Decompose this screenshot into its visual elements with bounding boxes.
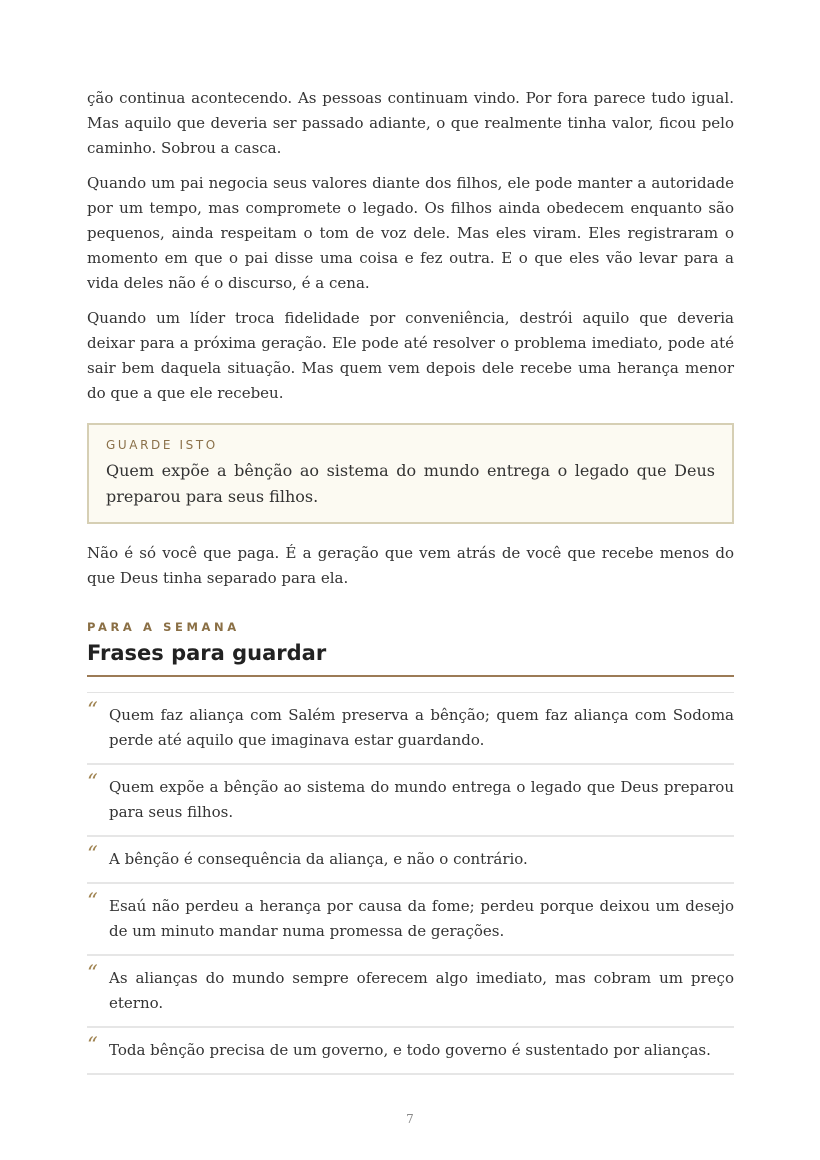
quote-item bbox=[87, 765, 734, 837]
quote-text: A bênção é consequência da aliança, e não o contrário. bbox=[109, 850, 528, 868]
section-label: PARA A SEMANA bbox=[87, 620, 240, 634]
section-title: Frases para guardar bbox=[87, 641, 734, 677]
quote-mark-icon: “ bbox=[87, 1033, 98, 1057]
page-content bbox=[87, 86, 734, 1075]
quote-text: As alianças do mundo sempre oferecem algo imediato, mas cobram um preço eterno. bbox=[109, 969, 734, 1012]
quote-mark-icon: “ bbox=[87, 961, 98, 985]
quote-list bbox=[87, 692, 734, 1075]
quote-item bbox=[87, 1028, 734, 1075]
body-paragraph: ção continua acontecendo. As pessoas continuam vindo. Por fora parece tudo igual. Mas aquilo que deveria ser passado adiante, o que realmente tinha valor, ficou pelo caminho. Sobrou a casca. bbox=[87, 89, 734, 157]
quote-text: Esaú não perdeu a herança por causa da fome; perdeu porque deixou um desejo de um minuto mandar numa promessa de gerações. bbox=[109, 897, 734, 940]
callout-box bbox=[87, 423, 734, 524]
quote-text: Toda bênção precisa de um governo, e todo governo é sustentado por alianças. bbox=[109, 1041, 711, 1059]
quote-text: Quem faz aliança com Salém preserva a bênção; quem faz aliança com Sodoma perde até aquilo que imaginava estar guardando. bbox=[109, 706, 734, 749]
body-paragraph: Quando um líder troca fidelidade por conveniência, destrói aquilo que deveria deixar para a próxima geração. Ele pode até resolver o problema imediato, pode até sair bem daquela situação. Mas quem vem depois dele recebe uma herança menor do que a que ele recebeu. bbox=[87, 309, 734, 402]
quote-item bbox=[87, 693, 734, 765]
page-number: 7 bbox=[406, 1112, 414, 1126]
callout-label: GUARDE ISTO bbox=[106, 438, 218, 452]
body-paragraph: Quando um pai negocia seus valores diante dos filhos, ele pode manter a autoridade por um tempo, mas compromete o legado. Os filhos ainda obedecem enquanto são pequenos, ainda respeitam o tom de voz dele. Mas eles viram. Eles registraram o momento em que o pai disse uma coisa e fez outra. E o que eles vão levar para a vida deles não é o discurso, é a cena. bbox=[87, 174, 734, 292]
quote-mark-icon: “ bbox=[87, 770, 98, 794]
callout-text: Quem expõe a bênção ao sistema do mundo entrega o legado que Deus preparou para seus filhos. bbox=[106, 461, 715, 506]
quote-mark-icon: “ bbox=[87, 698, 98, 722]
quote-item bbox=[87, 956, 734, 1028]
quote-item bbox=[87, 884, 734, 956]
quote-item bbox=[87, 837, 734, 884]
quote-text: Quem expõe a bênção ao sistema do mundo entrega o legado que Deus preparou para seus filhos. bbox=[109, 778, 734, 821]
closing-paragraph: Não é só você que paga. É a geração que vem atrás de você que recebe menos do que Deus tinha separado para ela. bbox=[87, 544, 734, 587]
quote-mark-icon: “ bbox=[87, 889, 98, 913]
quote-mark-icon: “ bbox=[87, 842, 98, 866]
